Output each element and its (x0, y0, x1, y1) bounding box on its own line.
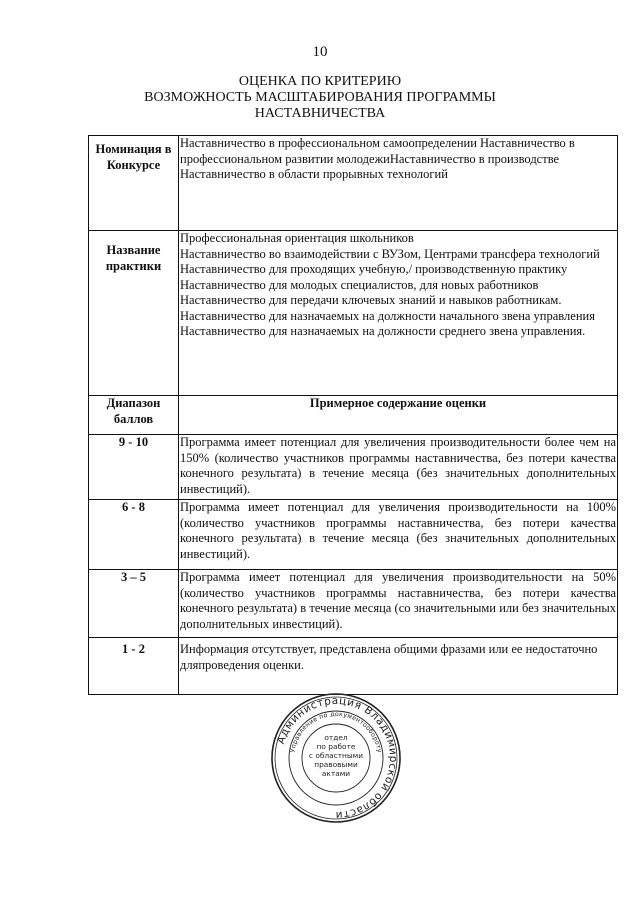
score-row (89, 435, 618, 500)
title-line-2: ВОЗМОЖНОСТЬ МАСШТАБИРОВАНИЯ ПРОГРАММЫ (144, 90, 496, 105)
page-number: 10 (312, 44, 328, 60)
score-row (89, 500, 618, 570)
score-range: 3 – 5 (89, 570, 179, 638)
nomination-content: Наставничество в профессиональном самоопределении Наставничество в профессиональном развитии молодежиНаставничество в производстве Наставничество в области прорывных технологий (179, 136, 618, 231)
svg-text:по работе: по работе (316, 742, 356, 751)
practice-content: Профессиональная ориентация школьников Наставничество во взаимодействии с ВУЗом, Центрами трансфера технологий Наставничество для проходящих учебную,/ производственную практику Наставничество для молодых специалистов, для новых работников Наставничество для передачи ключевых знаний и навыков работникам. Наставничество для назначаемых на должности начального звена управления Наставничество для назначаемых на должности среднего звена управления. (179, 231, 618, 396)
score-header-row (89, 396, 618, 435)
practice-row (89, 231, 618, 396)
score-range-header: Диапазон баллов (89, 396, 179, 435)
score-content-header: Примерное содержание оценки (179, 396, 618, 435)
stamp-ring-text: Администрация Владимирской области (275, 694, 400, 822)
criteria-table (88, 135, 618, 695)
score-row (89, 638, 618, 695)
score-row (89, 570, 618, 638)
official-stamp (268, 692, 404, 824)
page-title (0, 74, 640, 122)
score-range: 9 - 10 (89, 435, 179, 500)
score-description: Программа имеет потенциал для увеличения производительности на 50% (количество участников программы наставничества, без потери качества конечного результата) в течение месяца (со значительными или без значительных дополнительных инвестиций). (179, 570, 618, 638)
stamp-inner-ring-text: Управление по документообороту (289, 710, 383, 754)
svg-text:актами: актами (321, 769, 351, 778)
score-description: Информация отсутствует, представлена общими фразами или ее недостаточно дляпроведения оценки. (179, 638, 618, 695)
title-line-1: ОЦЕНКА ПО КРИТЕРИЮ (238, 74, 402, 89)
practice-label: Название практики (89, 231, 179, 396)
svg-text:с областными: с областными (308, 751, 364, 760)
svg-text:отдел: отдел (324, 733, 348, 742)
title-line-3: НАСТАВНИЧЕСТВА (254, 106, 386, 121)
score-description: Программа имеет потенциал для увеличения производительности на 100% (количество участников программы наставничества, без потери качества конечного результата) в течение месяца (без значительных дополнительных инвестиций). (179, 500, 618, 570)
score-range: 6 - 8 (89, 500, 179, 570)
score-description: Программа имеет потенциал для увеличения производительности более чем на 150% (количество участников программы наставничества, без потери качества конечного результата) в течение месяца (без значительных дополнительных инвестиций). (179, 435, 618, 500)
nomination-label: Номинация в Конкурсе (89, 136, 179, 231)
svg-text:правовыми: правовыми (314, 760, 358, 769)
nomination-row (89, 136, 618, 231)
stamp-center-text (309, 733, 363, 778)
score-range: 1 - 2 (89, 638, 179, 695)
